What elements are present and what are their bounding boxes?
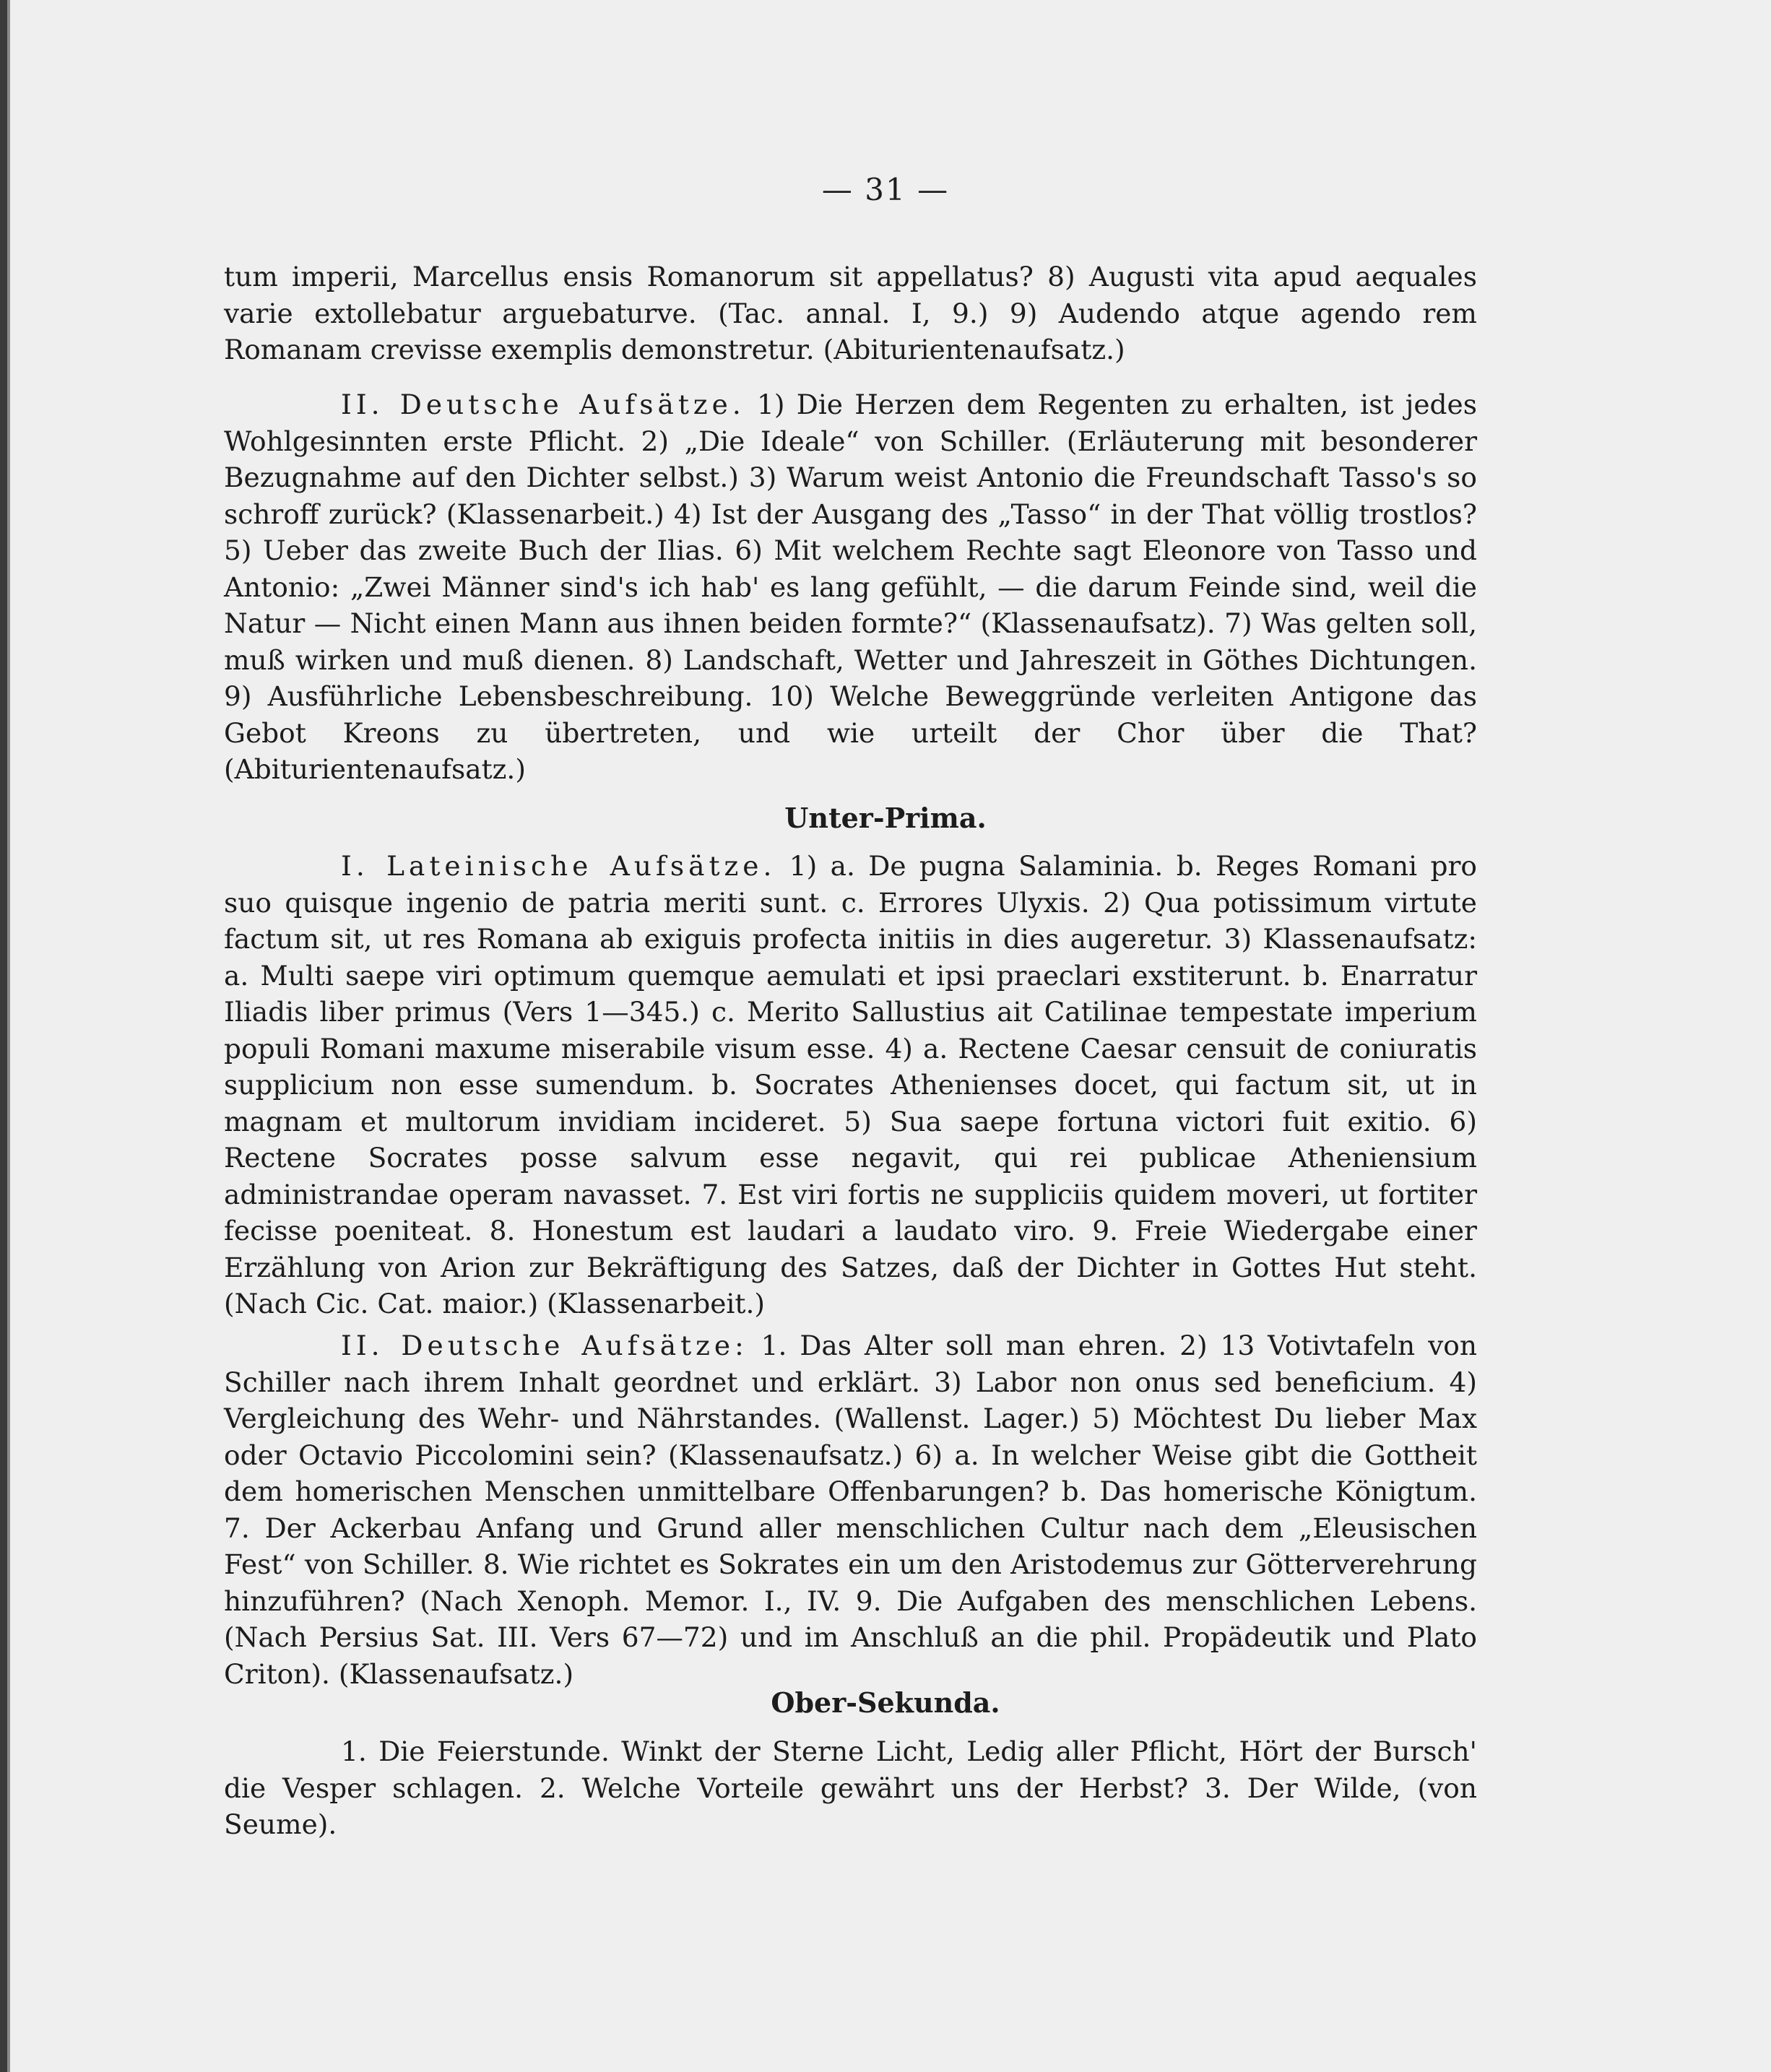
paragraph-ober-sekunda: 1. Die Feierstunde. Winkt der Sterne Licht, Ledig aller Pflicht, Hört der Bursch' die Vesper schlagen. 2. Welche Vorteile gewährt uns der Herbst? 3. Der Wilde, (von Seume). xyxy=(224,1735,1477,1840)
paragraph-lateinische-aufsaetze xyxy=(224,848,1477,1322)
section-label: I. Lateinische Aufsätze. xyxy=(341,850,776,882)
section-label: II. Deutsche Aufsätze. xyxy=(341,389,745,420)
paragraph-latin-continued: tum imperii, Marcellus ensis Romanorum sit appellatus? 8) Augusti vita apud aequales varie extollebatur arguebaturve. (Tac. annal. I, 9.) 9) Audendo atque agendo rem Romanam crevisse exemplis demonstretur. (Abiturientenaufsatz.) xyxy=(224,261,1477,365)
scan-edge xyxy=(0,0,7,2072)
page-number: — 31 — xyxy=(821,172,950,207)
heading-ober-sekunda: Ober-Sekunda. xyxy=(771,1686,1000,1719)
section-label: II. Deutsche Aufsätze: xyxy=(341,1330,748,1361)
paragraph-text: 1) a. De pugna Salaminia. b. Reges Romani pro suo quisque ingenio de patria meriti sunt. c. Errores Ulyxis. 2) Qua potissimum virtute factum sit, ut res Romana ab exiguis profecta initiis in dies augeretur. 3) Klassenaufsatz: a. Multi saepe viri optimum quemque aemulati et ipsi praeclari exstiterunt. b. Enarratur Iliadis liber primus (Vers 1—345.) c. Merito Sallustius ait Catilinae tempestate imperium populi Romani maxume miserabile visum esse. 4) a. Rectene Caesar censuit de coniuratis supplicium non esse sumendum. b. Socrates Athenienses docet, qui factum sit, ut in magnam et multorum invidiam incideret. 5) Sua saepe fortuna victori fuit exitio. 6) Rectene Socrates posse salvum esse negavit, qui rei publicae Atheniensium administrandae operam navasset. 7. Est viri fortis ne suppliciis quidem moveri, ut fortiter fecisse poeniteat. 8. Honestum est laudari a laudato viro. 9. Freie Wiedergabe einer Erzählung von Arion zur Bekräftigung des Satzes, daß der Dichter in Gottes Hut steht. (Nach Cic. Cat. maior.) (Klassenarbeit.) xyxy=(224,850,1477,1319)
scan-edge-shadow xyxy=(7,0,10,2072)
paragraph-deutsche-aufsaetze-unterprima xyxy=(224,1327,1477,1692)
paragraph-text: 1. Das Alter soll man ehren. 2) 13 Votivtafeln von Schiller nach ihrem Inhalt geordnet und erklärt. 3) Labor non onus sed beneficium. 4) Vergleichung des Wehr- und Nährstandes. (Wallenst. Lager.) 5) Möchtest Du lieber Max oder Octavio Piccolomini sein? (Klassenaufsatz.) 6) a. In welcher Weise gibt die Gottheit dem homerischen Menschen unmittelbare Offenbarungen? b. Das homerische Königtum. 7. Der Ackerbau Anfang und Grund aller menschlichen Cultur nach dem „Eleusischen Fest“ von Schiller. 8. Wie richtet es Sokrates ein um den Aristodemus zur Götterverehrung hinzuführen? (Nach Xenoph. Memor. I., IV. 9. Die Aufgaben des menschlichen Lebens. (Nach Persius Sat. III. Vers 67—72) und im Anschluß an die phil. Propädeutik und Plato Criton). (Klassenaufsatz.) xyxy=(224,1330,1477,1690)
paragraph-text: 1) Die Herzen dem Regenten zu erhalten, ist jedes Wohlgesinnten erste Pflicht. 2) „Die Ideale“ von Schiller. (Erläuterung mit besonderer Bezugnahme auf den Dichter selbst.) 3) Warum weist Antonio die Freundschaft Tasso's so schroff zurück? (Klassenarbeit.) 4) Ist der Ausgang des „Tasso“ in der That völlig trostlos? 5) Ueber das zweite Buch der Ilias. 6) Mit welchem Rechte sagt Eleonore von Tasso und Antonio: „Zwei Männer sind's ich hab' es lang gefühlt, — die darum Feinde sind, weil die Natur — Nicht einen Mann aus ihnen beiden formte?“ (Klassenaufsatz). 7) Was gelten soll, muß wirken und muß dienen. 8) Landschaft, Wetter und Jahreszeit in Göthes Dichtungen. 9) Ausführliche Lebensbeschreibung. 10) Welche Beweggründe verleiten Antigone das Gebot Kreons zu übertreten, und wie urteilt der Chor über die That? (Abiturientenaufsatz.) xyxy=(224,389,1477,785)
heading-unter-prima: Unter-Prima. xyxy=(784,802,987,834)
paragraph-deutsche-aufsaetze-oberprima xyxy=(224,386,1477,788)
